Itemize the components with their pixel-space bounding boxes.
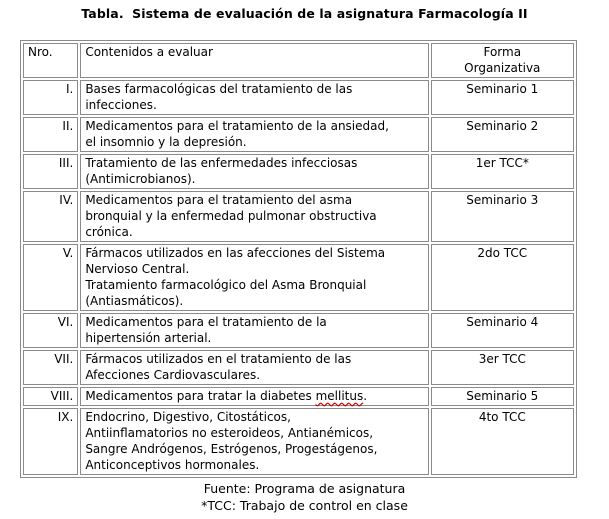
- row-contenido-line: Tratamiento de las enfermedades infecciosas: [85, 156, 358, 170]
- row-forma: 4to TCC: [431, 408, 574, 475]
- row-contenido-line: Fármacos utilizados en las afecciones del Sistema: [85, 246, 386, 260]
- row-nro: VII.: [23, 350, 78, 385]
- row-contenido-line: infecciones.: [85, 98, 157, 112]
- row-contenido-text: Medicamentos para tratar la diabetes: [85, 389, 316, 403]
- row-nro: V.: [23, 244, 78, 311]
- table-row: [23, 387, 574, 406]
- row-contenido-line: Tratamiento farmacológico del Asma Bronquial: [85, 278, 367, 292]
- row-contenido: [80, 154, 428, 189]
- abbreviation-note: *TCC: Trabajo de control en clase: [201, 498, 408, 513]
- row-nro: II.: [23, 117, 78, 152]
- row-contenido-line: Medicamentos para el tratamiento de la: [85, 315, 327, 329]
- row-contenido: [80, 350, 428, 385]
- row-contenido: [80, 117, 428, 152]
- evaluation-table: [20, 40, 577, 478]
- row-contenido-line: Medicamentos para el tratamiento de la ansiedad,: [85, 119, 389, 133]
- table-row: [23, 191, 574, 242]
- table-header-row: [23, 43, 574, 78]
- row-contenido-line: hipertensión arterial.: [85, 331, 212, 345]
- row-contenido-line: Nervioso Central.: [85, 262, 190, 276]
- row-forma: Seminario 5: [431, 387, 574, 406]
- row-contenido-line: Fármacos utilizados en el tratamiento de las: [85, 352, 352, 366]
- caption-label: Tabla.: [81, 6, 124, 21]
- row-contenido-line: Endocrino, Digestivo, Citostáticos,: [85, 410, 291, 424]
- row-contenido: [80, 387, 428, 406]
- table-row: [23, 117, 574, 152]
- source-note: Fuente: Programa de asignatura: [203, 481, 406, 496]
- row-forma: 3er TCC: [431, 350, 574, 385]
- table-row: [23, 350, 574, 385]
- table-caption: [0, 6, 609, 21]
- row-contenido-line: (Antimicrobianos).: [85, 172, 196, 186]
- row-contenido-text: .: [363, 389, 368, 403]
- table-row: [23, 154, 574, 189]
- caption-title: Sistema de evaluación de la asignatura Farmacología II: [132, 6, 528, 21]
- row-contenido: [80, 408, 428, 475]
- row-contenido-line: el insomnio y la depresión.: [85, 135, 247, 149]
- spellcheck-flagged-word: mellitus: [315, 389, 364, 403]
- footnotes: [0, 480, 609, 514]
- row-contenido-line: (Antiasmáticos).: [85, 294, 184, 308]
- row-contenido-line: Medicamentos para el tratamiento del asma: [85, 193, 353, 207]
- row-contenido: [80, 313, 428, 348]
- row-forma: Seminario 4: [431, 313, 574, 348]
- row-nro: IV.: [23, 191, 78, 242]
- row-nro: VIII.: [23, 387, 78, 406]
- row-forma: Seminario 2: [431, 117, 574, 152]
- row-forma: Seminario 3: [431, 191, 574, 242]
- table-row: [23, 408, 574, 475]
- row-contenido-line: Antiinflamatorios no esteroideos, Antianémicos,: [85, 426, 374, 440]
- header-forma-line-2: Organizativa: [464, 61, 541, 75]
- row-contenido-line: Anticonceptivos hormonales.: [85, 458, 260, 472]
- row-forma: 1er TCC*: [431, 154, 574, 189]
- row-nro: VI.: [23, 313, 78, 348]
- row-contenido: [80, 80, 428, 115]
- row-nro: IX.: [23, 408, 78, 475]
- row-contenido: [80, 244, 428, 311]
- header-forma-line-1: Forma: [483, 45, 522, 59]
- table-row: [23, 80, 574, 115]
- row-forma: 2do TCC: [431, 244, 574, 311]
- header-contenidos: Contenidos a evaluar: [80, 43, 428, 78]
- table-row: [23, 244, 574, 311]
- row-nro: I.: [23, 80, 78, 115]
- row-contenido: [80, 191, 428, 242]
- table-row: [23, 313, 574, 348]
- row-nro: III.: [23, 154, 78, 189]
- row-contenido-line: Bases farmacológicas del tratamiento de las: [85, 82, 353, 96]
- row-contenido-line: crónica.: [85, 225, 133, 239]
- row-contenido-line: Sangre Andrógenos, Estrógenos, Progestágenos,: [85, 442, 378, 456]
- row-forma: Seminario 1: [431, 80, 574, 115]
- row-contenido-line: [85, 388, 423, 404]
- header-nro: Nro.: [23, 43, 78, 78]
- header-forma: [431, 43, 574, 78]
- row-contenido-line: Afecciones Cardiovasculares.: [85, 368, 261, 382]
- row-contenido-line: bronquial y la enfermedad pulmonar obstructiva: [85, 209, 377, 223]
